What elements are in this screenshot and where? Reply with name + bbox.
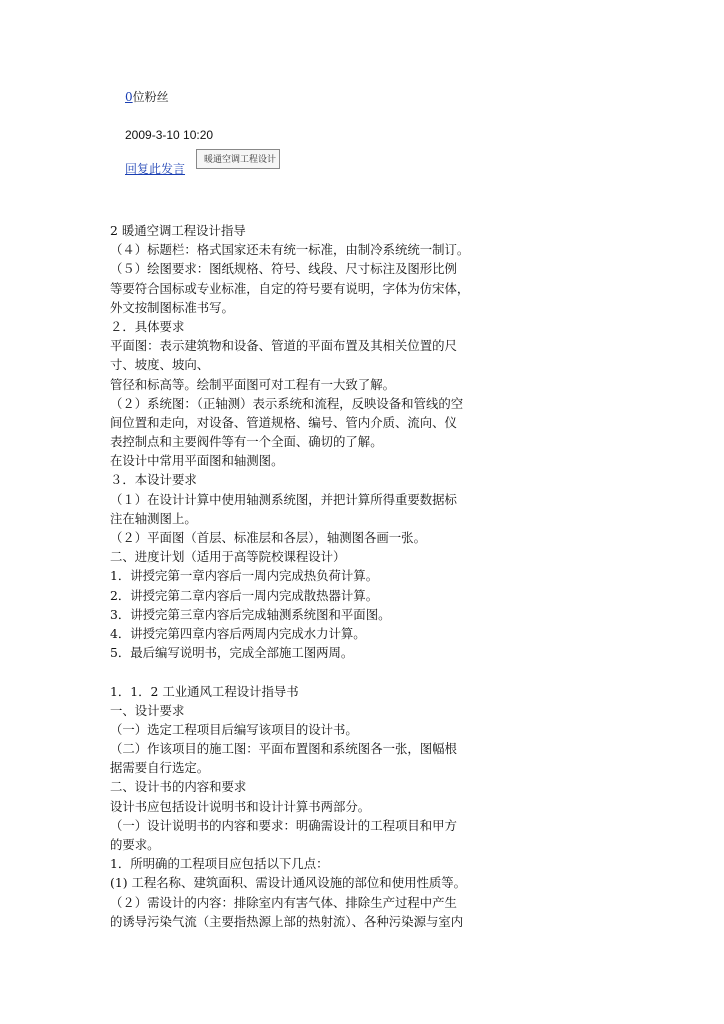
text-line: 在设计中常用平面图和轴测图。 <box>110 453 284 469</box>
text-line: 管径和标高等。绘制平面图可对工程有一大致了解。 <box>110 376 395 392</box>
blank-line <box>110 662 610 681</box>
text-line: 设计书应包括设计说明书和设计计算书两部分。 <box>110 798 371 814</box>
text-line: 等要符合国标或专业标准，自定的符号要有说明，字体为仿宋体， <box>110 280 470 296</box>
fans-count-link[interactable]: 0 <box>125 90 133 104</box>
thumbnail-image[interactable]: 暖通空调工程设计 <box>196 149 280 169</box>
text-line: 1．所明确的工程项目应包括以下几点： <box>110 856 329 872</box>
text-line: 2．讲授完第二章内容后一周内完成散热器计算。 <box>110 587 379 603</box>
text-line: 2 暖通空调工程设计指导 <box>110 223 246 238</box>
fans-label: 位粉丝 <box>132 90 169 104</box>
text-line: （２）平面图（首层、标准层和各层），轴测图各画一张。 <box>110 530 426 545</box>
text-line: ３．本设计要求 <box>110 472 197 488</box>
reply-link[interactable]: 回复此发言 <box>125 162 186 176</box>
text-line: 3．讲授完第三章内容后完成轴测系统图和平面图。 <box>110 606 391 622</box>
text-line: 4．讲授完第四章内容后两周内完成水力计算。 <box>110 625 366 641</box>
text-line: （二）作该项目的施工图：平面布置图和系统图各一张，图幅根 <box>110 741 457 757</box>
text-line: (1) 工程名称、建筑面积、需设计通风设施的部位和使用性质等。 <box>110 875 467 891</box>
text-line: （２）需设计的内容：排除室内有害气体、排除生产过程中产生 <box>110 894 457 910</box>
text-line: 二、进度计划（适用于高等院校课程设计） <box>110 549 346 565</box>
text-line: 的诱导污染气流（主要指热源上部的热射流）、各种污染源与室内 <box>110 913 464 929</box>
text-line: 外文按制图标准书写。 <box>110 299 234 315</box>
text-line: 表控制点和主要阀件等有一个全面、确切的了解。 <box>110 434 383 450</box>
text-line: 平面图：表示建筑物和设备、管道的平面布置及其相关位置的尺 <box>110 338 457 354</box>
text-line: 注在轴测图上。 <box>110 510 197 526</box>
text-line: 二、设计书的内容和要求 <box>110 779 247 795</box>
text-line: 间位置和走向，对设备、管道规格、编号、管内介质、流向、仪 <box>110 414 457 430</box>
text-line: （一）选定工程项目后编写该项目的设计书。 <box>110 721 358 737</box>
fans-info <box>125 88 169 105</box>
document-body <box>110 221 610 931</box>
text-line: ２．具体要求 <box>110 318 185 334</box>
text-line: （４）标题栏：格式国家还未有统一标准，由制冷系统统一制订。 <box>110 242 470 258</box>
text-line: （一）设计说明书的内容和要求：明确需设计的工程项目和甲方 <box>110 817 457 833</box>
post-timestamp: 2009-3-10 10:20 <box>125 128 214 142</box>
text-line: 5．最后编写说明书，完成全部施工图两周。 <box>110 645 354 661</box>
text-line: 1．讲授完第一章内容后一周内完成热负荷计算。 <box>110 568 379 584</box>
text-line: 1．1．2 工业通风工程设计指导书 <box>110 683 299 699</box>
text-line: 的要求。 <box>110 837 160 852</box>
text-line: 一、设计要求 <box>110 702 185 718</box>
text-line: （１）在设计计算中使用轴测系统图，并把计算所得重要数据标 <box>110 491 457 507</box>
text-line: （２）系统图：（正轴测）表示系统和流程，反映设备和管线的空 <box>110 395 464 411</box>
text-line: 据需要自行选定。 <box>110 760 210 776</box>
text-line: （５）绘图要求：图纸规格、符号、线段、尺寸标注及图形比例 <box>110 261 457 277</box>
text-line: 寸、坡度、坡向、 <box>110 357 210 373</box>
